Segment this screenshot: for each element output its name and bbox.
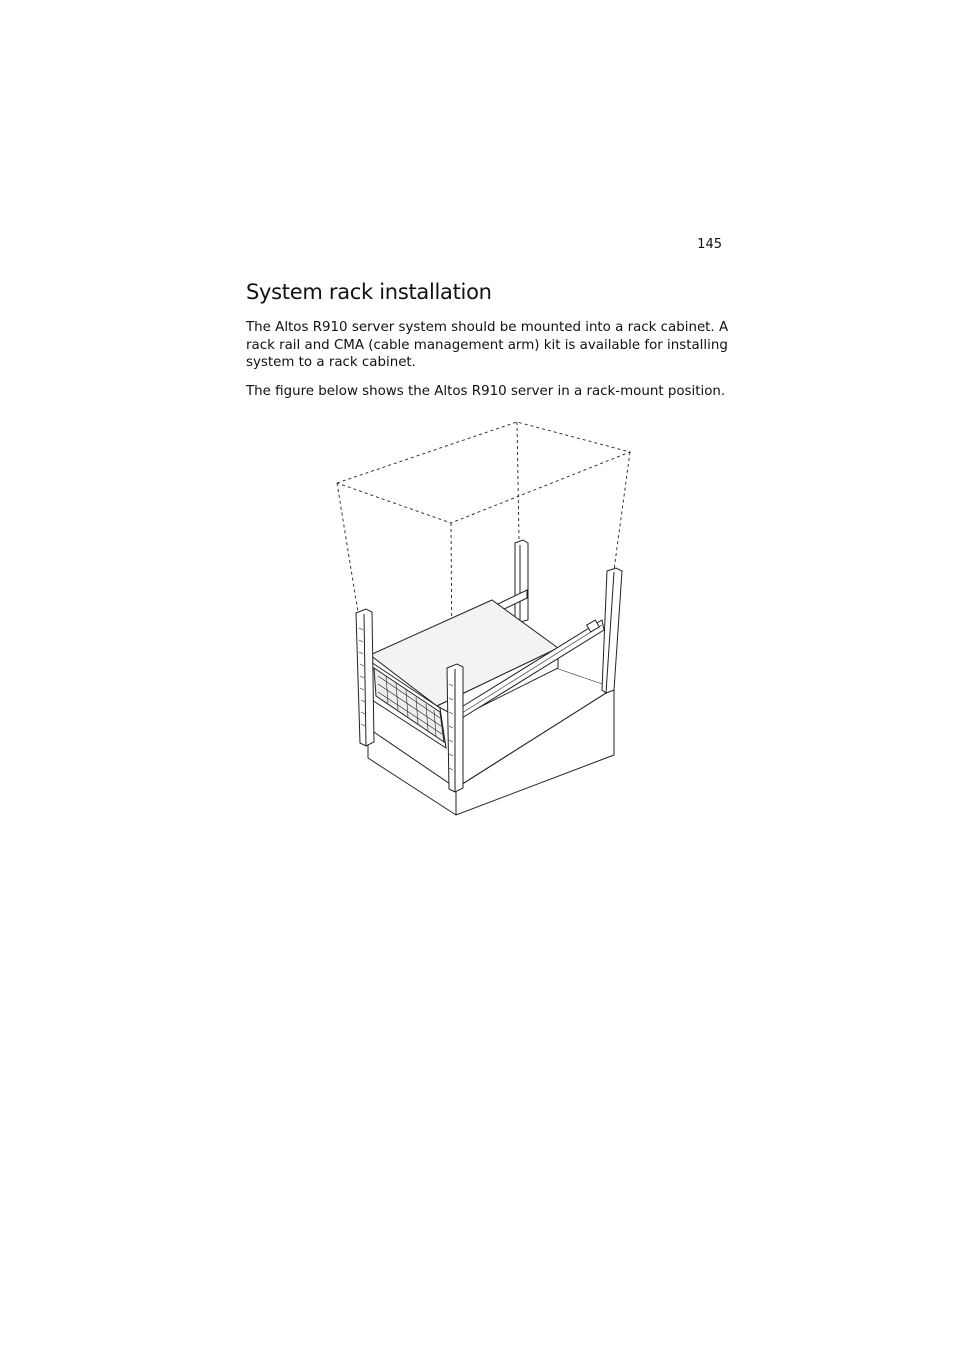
rack-post-front-middle: [447, 664, 463, 792]
rack-post-front-left: [356, 609, 374, 746]
figure-intro-paragraph: The figure below shows the Altos R910 server in a rack-mount position.: [246, 384, 726, 399]
intro-paragraph: The Altos R910 server system should be mounted into a rack cabinet. A rack rail and CMA (cable management arm) kit is available for installing system to a rack cabinet.: [246, 320, 729, 370]
page-number: 145: [697, 237, 722, 252]
server-rack-illustration: [330, 415, 640, 820]
rack-post-back-right: [515, 540, 528, 622]
section-title: System rack installation: [246, 280, 492, 304]
rack-post-front-right: [602, 568, 622, 693]
